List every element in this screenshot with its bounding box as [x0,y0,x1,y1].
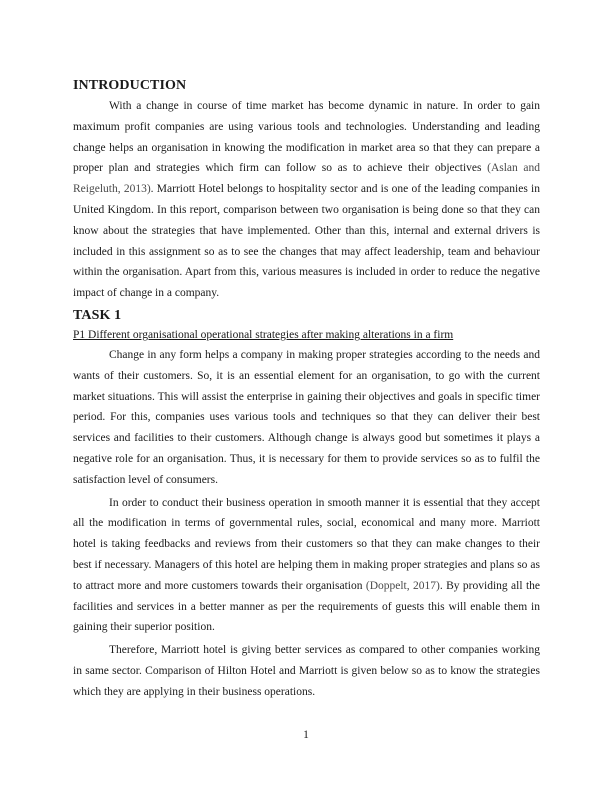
task1-heading: TASK 1 [73,307,122,323]
task1-subheading: P1 Different organisational operational strategies after making alterations in a firm [73,328,454,341]
task1-paragraph-3: Therefore, Marriott hotel is giving better services as compared to other companies working in same sector. Comparison of Hilton Hotel and Marriott is given below so as to know the strategies which they are applying in their business operations. [73,644,540,698]
task1-paragraph-2-citation: (Doppelt, 2017) [365,579,440,592]
task1-paragraph-1: Change in any form helps a company in making proper strategies according to the needs and wants of their customers. So, it is an essential element for an organisation, to go with the current market situations. This will assist the enterprise in gaining their objectives and goals in specific timer period. For this, companies uses various tools and techniques so that they can deliver their best services and facilities to their customers. Although change is always good but sometimes it plays a negative role for an organisation. Thus, it is necessary for them to provide services so as to fulfil the satisfaction level of consumers. [73,348,540,486]
introduction-text-part1: With a change in course of time market has become dynamic in nature. In order to gain maximum profit companies are using various tools and technologies. Understanding and leading change helps an organisation in knowing the modification in market area so that they can prepare a proper plan and strategies which firm can follow so as to achieve their objectives [73,100,540,175]
task1-paragraph-2-part1: In order to conduct their business operation in smooth manner it is essential that they accept all the modification in terms of governmental rules, social, economical and many more. Marriott hotel is taking feedbacks and reviews from their customers so that they can make changes to their best if necessary. Managers of this hotel are helping them in making proper strategies and plans so as to attract more and more customers towards their organisation [73,496,540,592]
page-number: 1 [303,729,309,741]
task1-paragraph-2-part2: . By providing all the facilities and services in a better manner as per the requirements of guests this will enable them in gaining their superior position. [73,579,540,634]
introduction-paragraph [73,96,540,304]
introduction-text-part2: . Marriott Hotel belongs to hospitality sector and is one of the leading companies in United Kingdom. In this report, comparison between two organisation is being done so that they can know about the strategies that have implemented. Other than this, internal and external drivers is included in this assignment so as to see the changes that may affect leadership, team and behaviour within the organisation. Apart from this, various measures is included in order to reduce the negative impact of change in a company. [73,183,541,300]
task1-paragraph-2 [73,493,540,639]
introduction-citation: (Aslan and Reigeluth, 2013) [73,162,541,196]
page-content [73,76,540,705]
introduction-heading: INTRODUCTION [73,78,187,93]
